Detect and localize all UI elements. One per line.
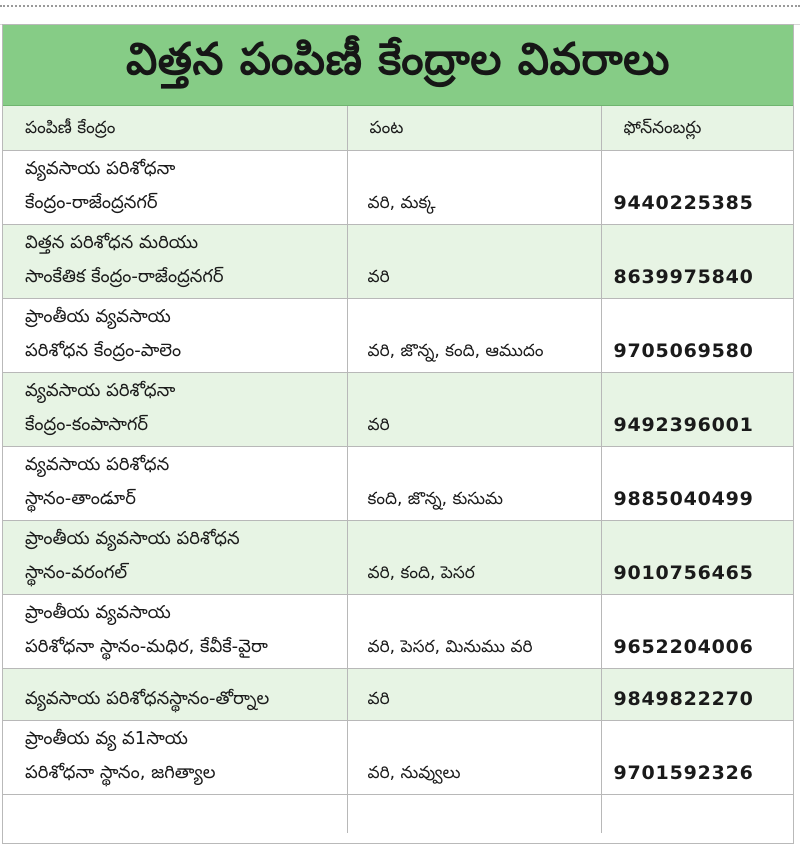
table-row [3, 373, 793, 447]
center-cell [3, 595, 347, 669]
center-line2: స్థానం-తాండూర్ [25, 488, 136, 509]
crop-cell: వరి, జొన్న, కంది, ఆముదం [347, 299, 601, 373]
blank-cell [601, 795, 793, 834]
title-banner [3, 25, 793, 106]
blank-cell [3, 795, 347, 834]
crop-cell: వరి, పెసర, మినుము వరి [347, 595, 601, 669]
seed-centers-table [3, 106, 793, 833]
center-line1: వ్యవసాయ పరిశోధనా [25, 380, 176, 401]
table-row [3, 447, 793, 521]
crop-cell: వరి, కంది, పెసర [347, 521, 601, 595]
table-row [3, 299, 793, 373]
phone-cell: 9705069580 [601, 299, 793, 373]
page-title: విత్తన పంపిణీ కేంద్రాల వివరాలు [125, 34, 671, 85]
table-header-row [3, 106, 793, 151]
center-cell [3, 447, 347, 521]
header-crop: పంట [347, 106, 601, 151]
center-cell [3, 299, 347, 373]
crop-cell: వరి, నువ్వులు [347, 721, 601, 795]
center-line2: సాంకేతిక కేంద్రం-రాజేంద్రనగర్ [25, 266, 224, 287]
top-cropped-strip [0, 0, 800, 25]
center-line2: పరిశోధనా స్థానం, జగిత్యాల [25, 762, 216, 783]
center-cell [3, 151, 347, 225]
phone-cell: 9701592326 [601, 721, 793, 795]
center-line1: ప్రాంతీయ వ్యవసాయ [25, 306, 171, 327]
phone-cell: 8639975840 [601, 225, 793, 299]
table-footer-blank [3, 795, 793, 834]
phone-cell: 9492396001 [601, 373, 793, 447]
center-line1: వ్యవసాయ పరిశోధనస్థానం-తోర్నాల [25, 688, 270, 709]
center-line1: ప్రాంతీయ వ్యవసాయ పరిశోధన [25, 528, 240, 549]
center-line1: వ్యవసాయ పరిశోధన [25, 454, 170, 475]
phone-cell: 9652204006 [601, 595, 793, 669]
center-cell [3, 721, 347, 795]
cropped-text-remnant [0, 0, 800, 7]
center-line1: విత్తన పరిశోధన మరియు [25, 232, 199, 253]
table-row [3, 151, 793, 225]
table-row [3, 521, 793, 595]
blank-cell [347, 795, 601, 834]
center-line1: వ్యవసాయ పరిశోధనా [25, 158, 176, 179]
phone-cell: 9885040499 [601, 447, 793, 521]
center-line2: కేంద్రం-కంపాసాగర్ [25, 414, 149, 435]
header-phone: ఫోన్‌నంబర్లు [601, 106, 793, 151]
crop-cell: వరి, మక్క [347, 151, 601, 225]
center-line1: ప్రాంతీయ వ్యవసాయ [25, 602, 171, 623]
center-cell [3, 669, 347, 721]
center-line2: పరిశోధన కేంద్రం-పాలెం [25, 340, 182, 361]
phone-cell: 9440225385 [601, 151, 793, 225]
phone-cell: 9010756465 [601, 521, 793, 595]
crop-cell: వరి [347, 225, 601, 299]
center-line1: ప్రాంతీయ వ్య వ1సాయ [25, 728, 188, 749]
table-row [3, 595, 793, 669]
crop-cell: వరి [347, 669, 601, 721]
center-cell [3, 373, 347, 447]
header-center: పంపిణీ కేంద్రం [3, 106, 347, 151]
table-row [3, 669, 793, 721]
crop-cell: వరి [347, 373, 601, 447]
center-cell [3, 521, 347, 595]
table-row [3, 225, 793, 299]
phone-cell: 9849822270 [601, 669, 793, 721]
center-line2: కేంద్రం-రాజేంద్రనగర్ [25, 192, 158, 213]
crop-cell: కంది, జొన్న, కుసుమ [347, 447, 601, 521]
center-line2: పరిశోధనా స్థానం-మధిర, కేవీకే-వైరా [25, 636, 268, 657]
table-row [3, 721, 793, 795]
center-cell [3, 225, 347, 299]
center-line2: స్థానం-వరంగల్ [25, 562, 128, 583]
table-frame [2, 24, 794, 844]
